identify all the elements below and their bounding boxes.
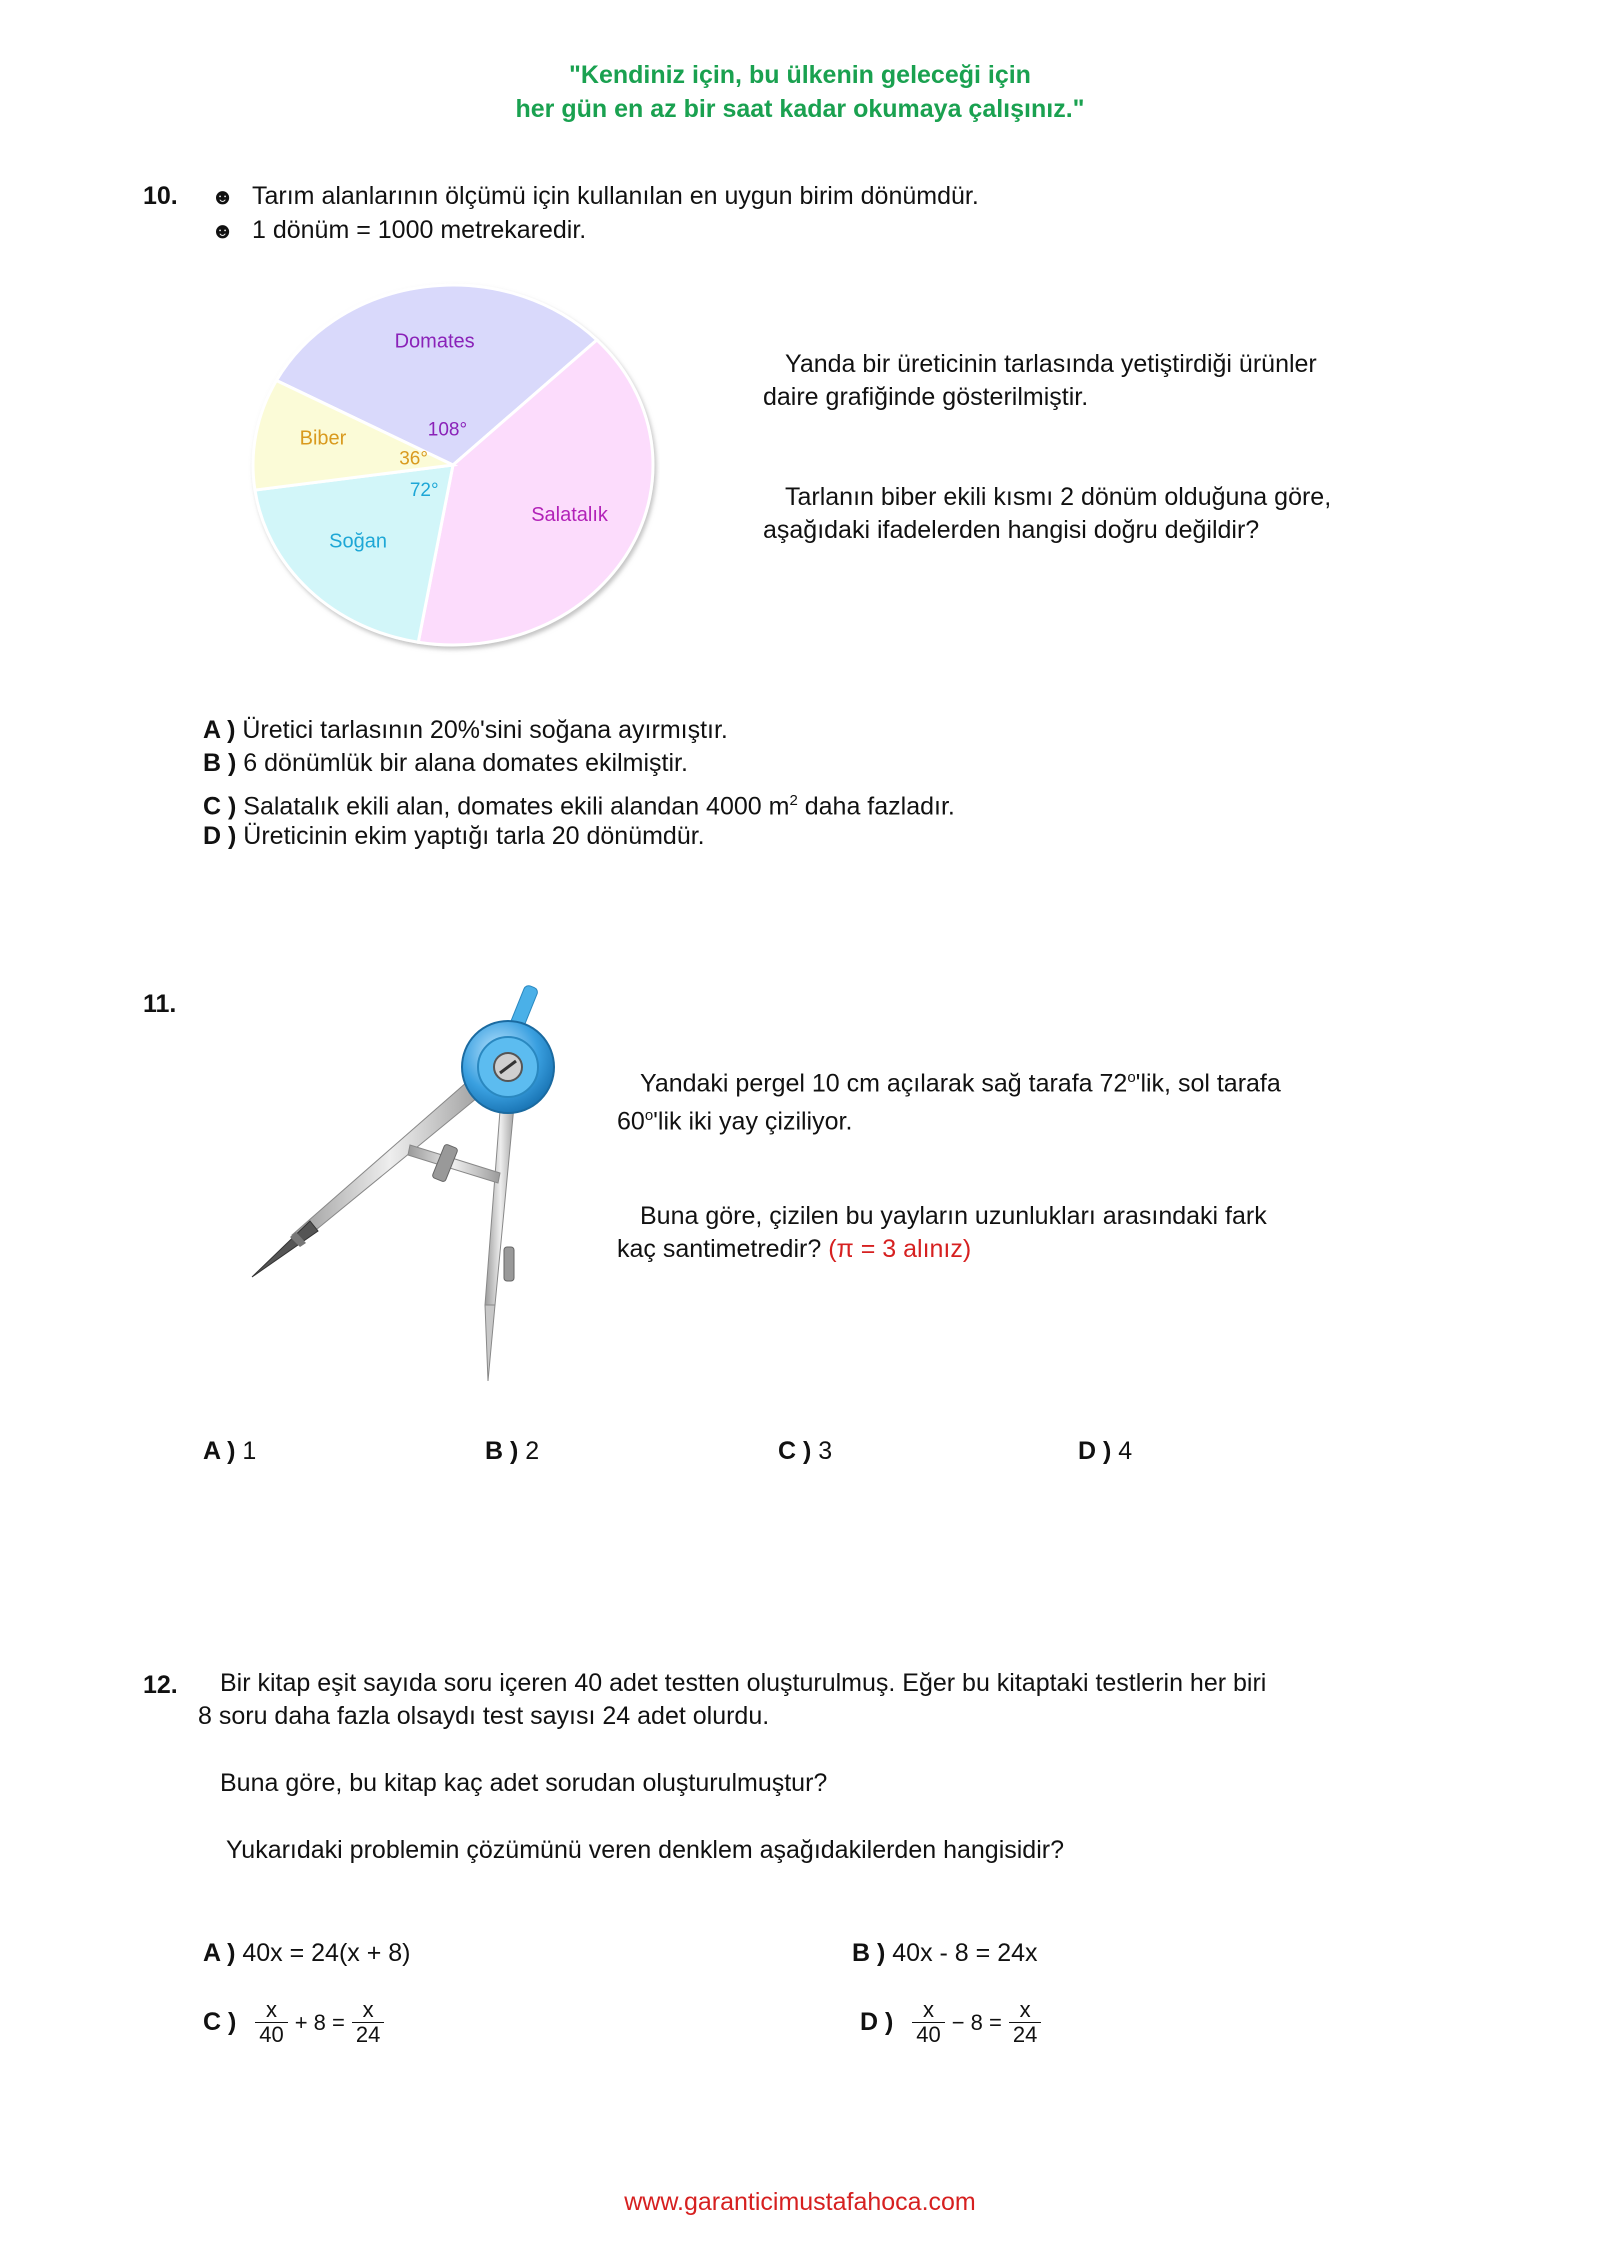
q10-para1-line2: daire grafiğinde gösterilmiştir.	[763, 383, 1089, 411]
q11-option-d[interactable]	[1078, 1435, 1132, 1468]
option-text: 6 dönümlük bir alana domates ekilmiştir.	[243, 749, 688, 777]
pie-chart	[240, 270, 660, 670]
option-letter: A )	[203, 1437, 236, 1465]
q11-para2-line2	[617, 1233, 971, 1266]
superscript: 2	[789, 792, 798, 809]
q12-line1: Bir kitap eşit sayıda soru içeren 40 adet testten oluşturulmuş. Eğer bu kitaptaki testlerin her biri	[220, 1669, 1267, 1697]
fraction-denominator: 40	[916, 2022, 941, 2047]
option-text: 1	[242, 1437, 257, 1465]
pie-angle-label: 36°	[399, 448, 428, 470]
q10-option-b[interactable]	[203, 747, 688, 780]
option-text: 3	[818, 1437, 833, 1465]
question-12-number: 12.	[143, 1671, 178, 1699]
option-text: Üreticinin ekim yaptığı tarla 20 dönümdür.	[243, 822, 705, 850]
fraction-numerator: x	[352, 1998, 384, 2023]
q12-line2: 8 soru daha fazla olsaydı test sayısı 24 adet olurdu.	[198, 1702, 770, 1730]
option-text: 2	[525, 1437, 540, 1465]
pi-note: (π = 3 alınız)	[828, 1235, 972, 1263]
q10-option-c[interactable]	[203, 784, 955, 823]
q12-line4: Yukarıdaki problemin çözümünü veren denklem aşağıdakilerden hangisidir?	[226, 1836, 1064, 1864]
q11-para1-line1	[640, 1061, 1281, 1100]
q10-para1-line1: Yanda bir üreticinin tarlasında yetiştirdiği ürünler	[785, 350, 1317, 378]
pie-category-label: Domates	[394, 330, 475, 353]
q11-para2-text: kaç santimetredir?	[617, 1235, 822, 1263]
option-letter: A )	[203, 1939, 236, 1967]
q11-option-c[interactable]	[778, 1435, 832, 1468]
q11-option-b[interactable]	[485, 1435, 539, 1468]
fraction	[255, 1998, 287, 2047]
option-letter: D )	[860, 2008, 894, 2036]
option-letter: D )	[203, 822, 237, 850]
option-text: 40x = 24(x + 8)	[242, 1939, 411, 1967]
fraction-denominator: 40	[259, 2022, 284, 2047]
pie-angle-label: 72°	[409, 480, 439, 502]
header-quote-line1: "Kendiniz için, bu ülkenin geleceği için	[569, 61, 1031, 89]
pie-angle-label: 108°	[427, 419, 468, 441]
q10-bullet-2: 1 dönüm = 1000 metrekaredir.	[252, 216, 587, 244]
option-letter: C )	[203, 792, 237, 821]
fraction	[912, 1998, 944, 2047]
degree-sup: o	[644, 1107, 654, 1124]
fraction-numerator: x	[255, 1998, 287, 2023]
q10-para2-line2: aşağıdaki ifadelerden hangisi doğru değildir?	[763, 516, 1260, 544]
option-letter: B )	[203, 749, 237, 777]
fraction-numerator: x	[912, 1998, 944, 2023]
footer-url[interactable]: www.garanticimustafahoca.com	[624, 2188, 976, 2216]
fraction	[1009, 1998, 1041, 2047]
q10-para2-line1: Tarlanın biber ekili kısmı 2 dönüm olduğuna göre,	[785, 483, 1332, 511]
option-text: 40x - 8 = 24x	[892, 1939, 1038, 1967]
pie-category-label: Salatalık	[531, 503, 608, 526]
q12-option-a[interactable]	[203, 1937, 411, 1970]
q11-para1-line2	[617, 1099, 852, 1138]
option-text: 4	[1118, 1437, 1133, 1465]
q11-para1-text-b: 'lik, sol tarafa	[1135, 1069, 1281, 1098]
question-10-number: 10.	[143, 182, 178, 210]
option-letter: A )	[203, 716, 236, 744]
q12-line3: Buna göre, bu kitap kaç adet sorudan oluşturulmuştur?	[220, 1769, 828, 1797]
fraction-numerator: x	[1009, 1998, 1041, 2023]
degree-sup: o	[1127, 1069, 1136, 1086]
compass-icon	[240, 985, 600, 1395]
pie-category-label: Soğan	[329, 530, 387, 553]
q10-option-a[interactable]	[203, 714, 728, 747]
q11-para1-text-a: Yandaki pergel 10 cm açılarak sağ tarafa 72	[640, 1069, 1128, 1098]
option-letter: D )	[1078, 1437, 1112, 1465]
question-11-number: 11.	[143, 990, 177, 1018]
option-text: Üretici tarlasının 20%'sini soğana ayırmıştır.	[242, 716, 728, 744]
option-letter: C )	[778, 1437, 812, 1465]
q10-bullet-1: Tarım alanlarının ölçümü için kullanılan en uygun birim dönümdür.	[252, 182, 979, 210]
option-text-after: daha fazladır.	[797, 792, 955, 821]
fraction-denominator: 24	[1012, 2022, 1038, 2047]
fraction	[352, 1998, 384, 2047]
smiley-icon: ☻	[211, 184, 235, 209]
option-letter: C )	[203, 2008, 237, 2036]
option-text: Salatalık ekili alan, domates ekili alandan 4000 m	[243, 792, 790, 821]
equation-operator: + 8 =	[294, 2010, 345, 2035]
option-letter: B )	[852, 1939, 886, 1967]
fraction-denominator: 24	[355, 2022, 381, 2047]
q10-option-d[interactable]	[203, 820, 705, 853]
q11-option-a[interactable]	[203, 1435, 256, 1468]
header-quote-line2: her gün en az bir saat kadar okumaya çalışınız."	[515, 95, 1085, 123]
q11-para1-text-c: 60	[617, 1107, 645, 1136]
q12-option-d[interactable]	[860, 1998, 1041, 2047]
smiley-icon: ☻	[211, 218, 235, 243]
option-letter: B )	[485, 1437, 519, 1465]
q11-para1-text-d: 'lik iki yay çiziliyor.	[653, 1107, 853, 1136]
equation-operator: − 8 =	[951, 2010, 1002, 2035]
pie-category-label: Biber	[299, 427, 347, 450]
q12-option-b[interactable]	[852, 1937, 1038, 1970]
q12-option-c[interactable]	[203, 1998, 384, 2047]
q11-para2-line1: Buna göre, çizilen bu yayların uzunlukları arasındaki fark	[640, 1202, 1267, 1230]
